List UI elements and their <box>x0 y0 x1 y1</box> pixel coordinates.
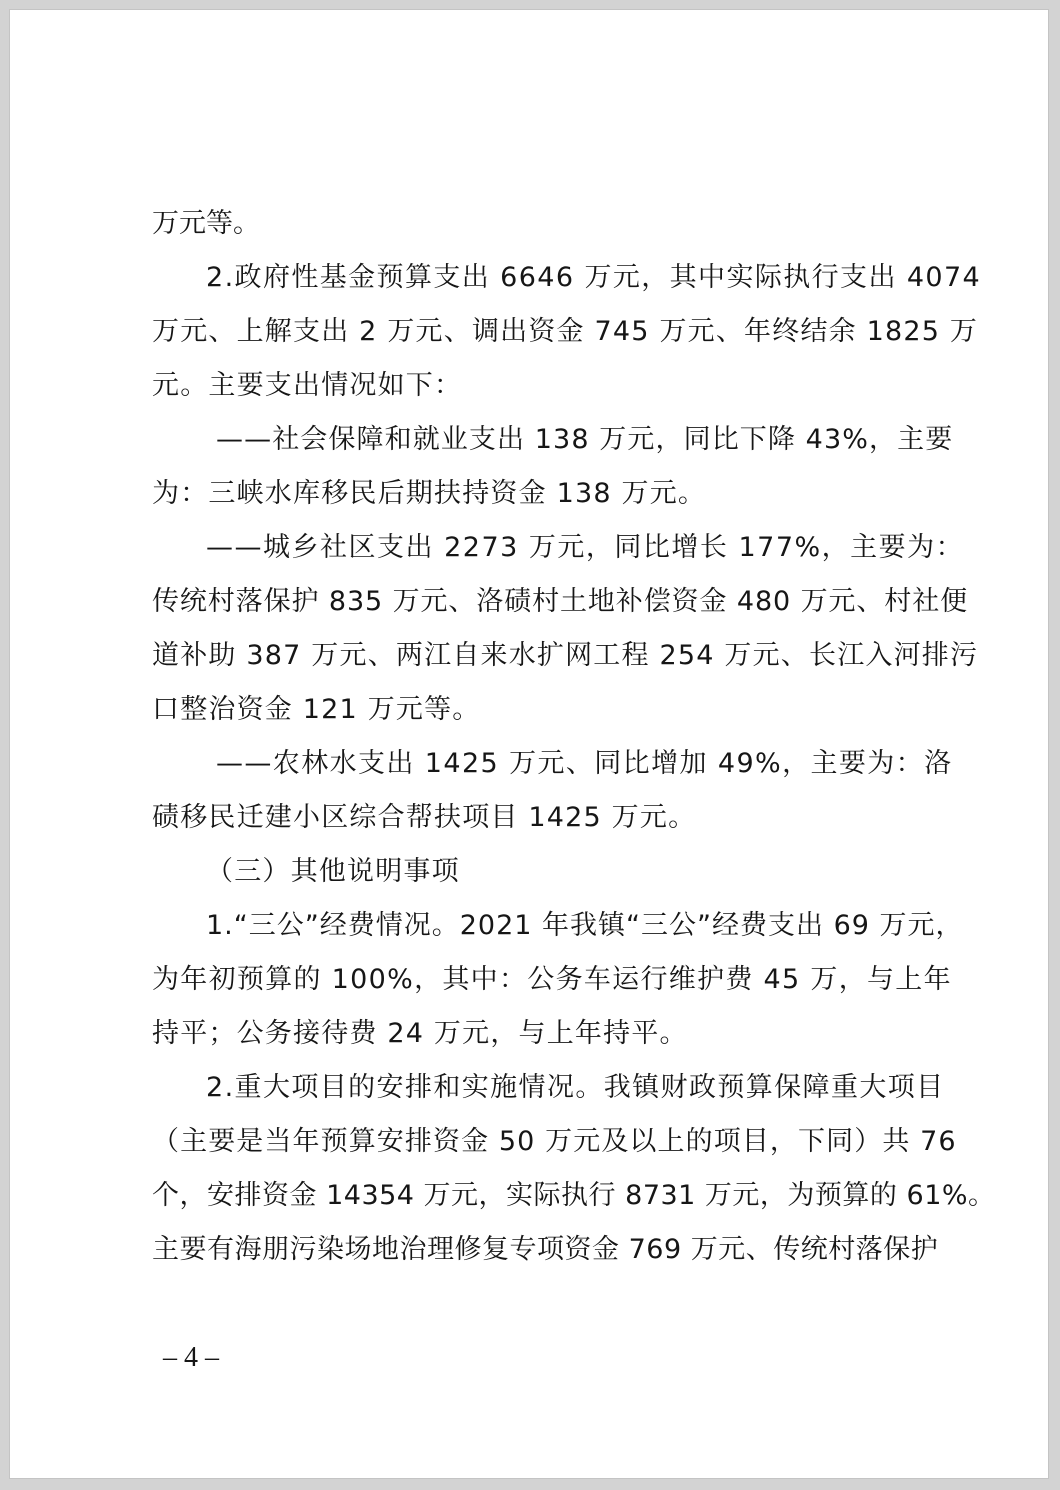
document-body <box>10 10 1048 1478</box>
text-line: 碛移民迁建小区综合帮扶项目 1425 万元。 <box>152 802 697 833</box>
text-line: ——农林水支出 1425 万元、同比增加 49%，主要为：洛 <box>216 748 953 779</box>
text-line: 传统村落保护 835 万元、洛碛村土地补偿资金 480 万元、村社便 <box>152 586 968 617</box>
text-line: 道补助 387 万元、两江自来水扩网工程 254 万元、长江入河排污 <box>152 640 979 671</box>
text-line: 持平；公务接待费 24 万元，与上年持平。 <box>152 1018 688 1049</box>
text-line: 万元等。 <box>152 208 260 239</box>
text-line: ——城乡社区支出 2273 万元，同比增长 177%，主要为： <box>206 532 965 563</box>
text-line: 元。主要支出情况如下： <box>152 370 463 401</box>
text-line: 2.重大项目的安排和实施情况。我镇财政预算保障重大项目 <box>206 1072 945 1103</box>
text-line: 主要有海朋污染场地治理修复专项资金 769 万元、传统村落保护 <box>152 1234 939 1265</box>
text-line: （主要是当年预算安排资金 50 万元及以上的项目，下同）共 76 <box>152 1126 957 1157</box>
text-line: 口整治资金 121 万元等。 <box>152 694 481 725</box>
page-number: – 4 – <box>163 1342 219 1373</box>
text-line: 为：三峡水库移民后期扶持资金 138 万元。 <box>152 478 707 509</box>
text-line: ——社会保障和就业支出 138 万元，同比下降 43%，主要 <box>216 424 954 455</box>
text-line: 万元、上解支出 2 万元、调出资金 745 万元、年终结余 1825 万 <box>152 316 979 347</box>
text-line: 个，安排资金 14354 万元，实际执行 8731 万元，为预算的 61%。 <box>152 1180 996 1211</box>
document-page <box>9 9 1049 1479</box>
text-line: 2.政府性基金预算支出 6646 万元，其中实际执行支出 4074 <box>206 262 982 293</box>
text-line: 1.“三公”经费情况。2021 年我镇“三公”经费支出 69 万元， <box>206 910 964 941</box>
section-heading: （三）其他说明事项 <box>206 856 460 887</box>
text-line: 为年初预算的 100%，其中：公务车运行维护费 45 万，与上年 <box>152 964 952 995</box>
